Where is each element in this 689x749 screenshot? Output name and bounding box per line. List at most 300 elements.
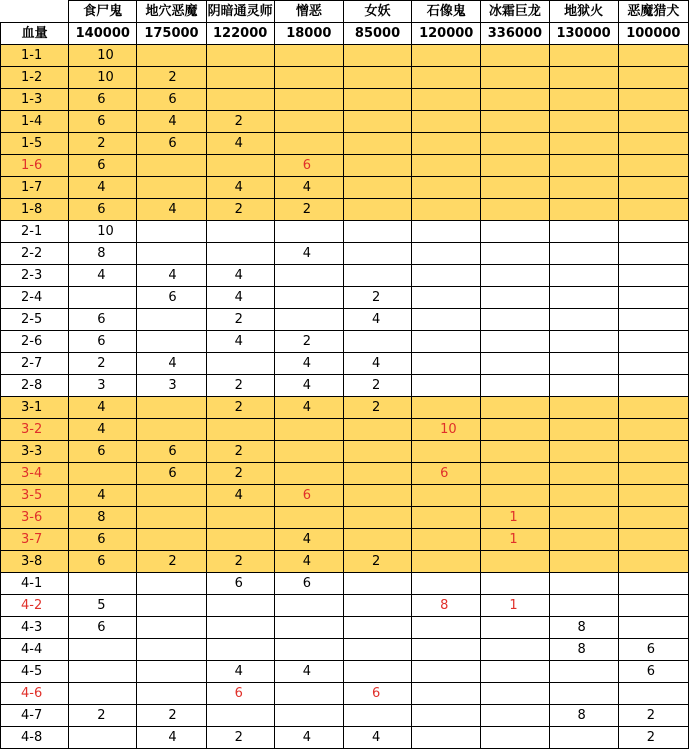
data-cell[interactable]: 10 <box>412 419 481 441</box>
data-cell[interactable] <box>549 529 618 551</box>
data-cell[interactable]: 6 <box>137 441 206 463</box>
data-cell[interactable] <box>618 551 688 573</box>
row-label-cell[interactable]: 4-8 <box>1 727 69 749</box>
data-cell[interactable] <box>618 309 688 331</box>
data-cell[interactable] <box>412 67 481 89</box>
data-cell[interactable] <box>481 727 549 749</box>
data-cell[interactable] <box>481 353 549 375</box>
data-cell[interactable] <box>412 441 481 463</box>
data-cell[interactable] <box>274 419 343 441</box>
data-cell[interactable]: 4 <box>274 551 343 573</box>
data-cell[interactable]: 6 <box>69 199 137 221</box>
row-label-cell[interactable]: 1-3 <box>1 89 69 111</box>
data-cell[interactable] <box>481 683 549 705</box>
data-cell[interactable] <box>206 45 274 67</box>
data-cell[interactable] <box>618 177 688 199</box>
data-cell[interactable] <box>549 551 618 573</box>
header-monster-cell[interactable]: 阴暗通灵师 <box>206 1 274 23</box>
data-cell[interactable] <box>481 243 549 265</box>
header-monster-cell[interactable]: 憎恶 <box>274 1 343 23</box>
data-cell[interactable] <box>549 573 618 595</box>
data-cell[interactable] <box>618 45 688 67</box>
data-cell[interactable] <box>481 111 549 133</box>
data-cell[interactable]: 8 <box>549 639 618 661</box>
data-cell[interactable] <box>549 353 618 375</box>
data-cell[interactable] <box>481 265 549 287</box>
data-cell[interactable]: 10 <box>69 67 137 89</box>
data-cell[interactable] <box>412 111 481 133</box>
data-cell[interactable] <box>412 45 481 67</box>
data-cell[interactable] <box>618 133 688 155</box>
data-cell[interactable] <box>137 419 206 441</box>
data-cell[interactable] <box>481 331 549 353</box>
data-cell[interactable] <box>412 177 481 199</box>
data-cell[interactable] <box>137 221 206 243</box>
data-cell[interactable]: 2 <box>137 551 206 573</box>
data-cell[interactable] <box>69 727 137 749</box>
data-cell[interactable] <box>343 221 411 243</box>
data-cell[interactable] <box>412 551 481 573</box>
data-cell[interactable]: 1 <box>481 595 549 617</box>
row-label-cell[interactable]: 2-6 <box>1 331 69 353</box>
data-cell[interactable] <box>481 419 549 441</box>
data-cell[interactable] <box>274 89 343 111</box>
data-cell[interactable]: 6 <box>69 617 137 639</box>
data-cell[interactable] <box>549 89 618 111</box>
data-cell[interactable] <box>206 617 274 639</box>
data-cell[interactable]: 6 <box>69 89 137 111</box>
data-cell[interactable]: 2 <box>206 463 274 485</box>
data-cell[interactable] <box>137 683 206 705</box>
data-cell[interactable] <box>549 331 618 353</box>
data-cell[interactable]: 6 <box>343 683 411 705</box>
data-cell[interactable] <box>206 705 274 727</box>
data-cell[interactable]: 8 <box>549 617 618 639</box>
data-cell[interactable]: 4 <box>274 243 343 265</box>
data-cell[interactable] <box>481 287 549 309</box>
data-cell[interactable] <box>618 573 688 595</box>
data-cell[interactable]: 4 <box>137 727 206 749</box>
data-cell[interactable]: 4 <box>137 265 206 287</box>
data-cell[interactable] <box>137 595 206 617</box>
row-label-cell[interactable]: 2-2 <box>1 243 69 265</box>
row-label-cell[interactable]: 4-6 <box>1 683 69 705</box>
data-cell[interactable] <box>69 639 137 661</box>
data-cell[interactable] <box>343 419 411 441</box>
data-cell[interactable] <box>343 485 411 507</box>
data-cell[interactable] <box>206 67 274 89</box>
data-cell[interactable] <box>206 89 274 111</box>
data-cell[interactable] <box>274 617 343 639</box>
header-monster-cell[interactable]: 石像鬼 <box>412 1 481 23</box>
data-cell[interactable]: 2 <box>274 331 343 353</box>
data-cell[interactable]: 6 <box>137 133 206 155</box>
row-label-cell[interactable]: 1-1 <box>1 45 69 67</box>
data-cell[interactable] <box>274 639 343 661</box>
data-cell[interactable]: 5 <box>69 595 137 617</box>
header-monster-cell[interactable]: 地穴恶魔 <box>137 1 206 23</box>
data-cell[interactable] <box>481 45 549 67</box>
row-label-cell[interactable]: 4-5 <box>1 661 69 683</box>
data-cell[interactable]: 2 <box>206 199 274 221</box>
row-label-cell[interactable]: 2-5 <box>1 309 69 331</box>
data-cell[interactable] <box>549 221 618 243</box>
data-cell[interactable]: 6 <box>206 683 274 705</box>
data-cell[interactable]: 4 <box>206 331 274 353</box>
data-cell[interactable] <box>618 529 688 551</box>
data-cell[interactable]: 6 <box>206 573 274 595</box>
header-monster-cell[interactable]: 恶魔猎犬 <box>618 1 688 23</box>
data-cell[interactable] <box>69 287 137 309</box>
data-cell[interactable] <box>549 485 618 507</box>
data-cell[interactable] <box>618 419 688 441</box>
data-cell[interactable] <box>481 485 549 507</box>
data-cell[interactable] <box>137 529 206 551</box>
data-cell[interactable] <box>343 705 411 727</box>
data-cell[interactable] <box>137 485 206 507</box>
data-cell[interactable] <box>69 661 137 683</box>
data-cell[interactable] <box>206 595 274 617</box>
data-cell[interactable]: 4 <box>274 529 343 551</box>
data-cell[interactable] <box>618 353 688 375</box>
data-cell[interactable] <box>69 573 137 595</box>
data-cell[interactable] <box>137 639 206 661</box>
data-cell[interactable] <box>412 287 481 309</box>
data-cell[interactable] <box>549 243 618 265</box>
data-cell[interactable] <box>549 595 618 617</box>
data-cell[interactable]: 2 <box>137 705 206 727</box>
data-cell[interactable]: 4 <box>343 353 411 375</box>
data-cell[interactable] <box>137 155 206 177</box>
data-cell[interactable] <box>412 683 481 705</box>
row-label-cell[interactable]: 3-5 <box>1 485 69 507</box>
data-cell[interactable]: 6 <box>69 551 137 573</box>
data-cell[interactable] <box>137 45 206 67</box>
data-cell[interactable] <box>618 595 688 617</box>
data-cell[interactable] <box>69 463 137 485</box>
data-cell[interactable]: 2 <box>343 287 411 309</box>
header-corner-cell[interactable] <box>1 1 69 23</box>
data-cell[interactable] <box>412 155 481 177</box>
data-cell[interactable] <box>618 441 688 463</box>
data-cell[interactable]: 4 <box>274 177 343 199</box>
data-cell[interactable]: 2 <box>206 375 274 397</box>
data-cell[interactable]: 6 <box>618 639 688 661</box>
data-cell[interactable]: 4 <box>206 265 274 287</box>
row-label-cell[interactable]: 3-2 <box>1 419 69 441</box>
data-cell[interactable] <box>137 661 206 683</box>
hp-value-cell[interactable]: 122000 <box>206 23 274 45</box>
data-cell[interactable]: 6 <box>69 441 137 463</box>
row-label-cell[interactable]: 1-7 <box>1 177 69 199</box>
data-cell[interactable]: 4 <box>206 287 274 309</box>
data-cell[interactable] <box>549 507 618 529</box>
data-cell[interactable] <box>412 529 481 551</box>
data-cell[interactable] <box>343 507 411 529</box>
data-cell[interactable]: 6 <box>69 309 137 331</box>
data-cell[interactable]: 6 <box>274 573 343 595</box>
data-cell[interactable] <box>206 507 274 529</box>
data-cell[interactable]: 4 <box>206 661 274 683</box>
data-cell[interactable] <box>412 243 481 265</box>
data-cell[interactable]: 6 <box>69 111 137 133</box>
data-cell[interactable] <box>343 573 411 595</box>
data-cell[interactable] <box>481 133 549 155</box>
data-cell[interactable] <box>618 375 688 397</box>
data-cell[interactable] <box>137 331 206 353</box>
data-cell[interactable] <box>412 397 481 419</box>
data-cell[interactable]: 4 <box>274 397 343 419</box>
data-cell[interactable] <box>274 309 343 331</box>
data-cell[interactable] <box>412 375 481 397</box>
data-cell[interactable]: 4 <box>343 727 411 749</box>
data-cell[interactable] <box>618 67 688 89</box>
data-cell[interactable] <box>412 221 481 243</box>
data-cell[interactable]: 6 <box>274 155 343 177</box>
data-cell[interactable]: 4 <box>206 177 274 199</box>
data-cell[interactable] <box>618 617 688 639</box>
data-cell[interactable] <box>137 177 206 199</box>
data-cell[interactable] <box>274 45 343 67</box>
data-cell[interactable] <box>274 111 343 133</box>
data-cell[interactable]: 6 <box>618 661 688 683</box>
data-cell[interactable] <box>206 353 274 375</box>
data-cell[interactable]: 2 <box>618 705 688 727</box>
data-cell[interactable] <box>412 353 481 375</box>
data-cell[interactable] <box>549 683 618 705</box>
data-cell[interactable] <box>343 45 411 67</box>
data-cell[interactable]: 6 <box>274 485 343 507</box>
row-label-cell[interactable]: 3-1 <box>1 397 69 419</box>
data-cell[interactable] <box>137 507 206 529</box>
data-cell[interactable] <box>343 661 411 683</box>
data-cell[interactable] <box>412 265 481 287</box>
data-cell[interactable] <box>549 45 618 67</box>
data-cell[interactable] <box>274 67 343 89</box>
data-cell[interactable] <box>412 309 481 331</box>
data-cell[interactable] <box>549 419 618 441</box>
data-cell[interactable] <box>549 67 618 89</box>
data-cell[interactable]: 2 <box>274 199 343 221</box>
data-cell[interactable] <box>549 309 618 331</box>
data-cell[interactable] <box>481 89 549 111</box>
row-label-cell[interactable]: 1-4 <box>1 111 69 133</box>
data-cell[interactable] <box>343 243 411 265</box>
row-label-cell[interactable]: 2-7 <box>1 353 69 375</box>
data-cell[interactable] <box>549 727 618 749</box>
data-cell[interactable]: 10 <box>69 45 137 67</box>
data-cell[interactable]: 1 <box>481 507 549 529</box>
data-cell[interactable]: 2 <box>137 67 206 89</box>
row-label-cell[interactable]: 1-8 <box>1 199 69 221</box>
data-cell[interactable]: 2 <box>206 397 274 419</box>
data-cell[interactable] <box>412 727 481 749</box>
data-cell[interactable] <box>481 155 549 177</box>
hp-value-cell[interactable]: 175000 <box>137 23 206 45</box>
data-cell[interactable] <box>481 397 549 419</box>
data-cell[interactable]: 4 <box>69 397 137 419</box>
data-cell[interactable]: 2 <box>206 111 274 133</box>
data-cell[interactable] <box>618 485 688 507</box>
data-cell[interactable]: 2 <box>343 397 411 419</box>
row-label-cell[interactable]: 3-7 <box>1 529 69 551</box>
data-cell[interactable] <box>618 199 688 221</box>
row-label-cell[interactable]: 4-7 <box>1 705 69 727</box>
data-cell[interactable] <box>549 397 618 419</box>
data-cell[interactable]: 2 <box>343 551 411 573</box>
data-cell[interactable] <box>618 155 688 177</box>
data-cell[interactable] <box>274 441 343 463</box>
row-label-cell[interactable]: 4-4 <box>1 639 69 661</box>
data-cell[interactable] <box>206 529 274 551</box>
data-cell[interactable] <box>618 287 688 309</box>
data-cell[interactable] <box>618 397 688 419</box>
data-cell[interactable] <box>343 617 411 639</box>
data-cell[interactable] <box>549 441 618 463</box>
data-cell[interactable] <box>618 683 688 705</box>
data-cell[interactable] <box>481 573 549 595</box>
data-cell[interactable] <box>343 463 411 485</box>
data-cell[interactable]: 3 <box>137 375 206 397</box>
hp-value-cell[interactable]: 100000 <box>618 23 688 45</box>
data-cell[interactable] <box>69 683 137 705</box>
data-cell[interactable] <box>343 155 411 177</box>
data-cell[interactable] <box>412 89 481 111</box>
row-label-cell[interactable]: 2-1 <box>1 221 69 243</box>
data-cell[interactable] <box>274 221 343 243</box>
data-cell[interactable] <box>343 199 411 221</box>
data-cell[interactable] <box>343 111 411 133</box>
row-label-cell[interactable]: 4-3 <box>1 617 69 639</box>
data-cell[interactable]: 2 <box>206 727 274 749</box>
data-cell[interactable]: 6 <box>412 463 481 485</box>
data-cell[interactable]: 8 <box>69 243 137 265</box>
data-cell[interactable] <box>481 661 549 683</box>
data-cell[interactable] <box>618 331 688 353</box>
data-cell[interactable] <box>549 155 618 177</box>
data-cell[interactable] <box>412 617 481 639</box>
data-cell[interactable] <box>412 331 481 353</box>
data-cell[interactable] <box>549 287 618 309</box>
data-cell[interactable]: 8 <box>69 507 137 529</box>
data-cell[interactable] <box>549 111 618 133</box>
data-cell[interactable] <box>137 243 206 265</box>
data-cell[interactable]: 4 <box>206 485 274 507</box>
data-cell[interactable] <box>481 177 549 199</box>
data-cell[interactable] <box>618 89 688 111</box>
data-cell[interactable]: 1 <box>481 529 549 551</box>
data-cell[interactable]: 8 <box>549 705 618 727</box>
data-cell[interactable] <box>137 573 206 595</box>
data-cell[interactable] <box>274 507 343 529</box>
data-cell[interactable] <box>549 199 618 221</box>
data-cell[interactable] <box>481 551 549 573</box>
data-cell[interactable]: 4 <box>137 111 206 133</box>
data-cell[interactable] <box>274 705 343 727</box>
data-cell[interactable] <box>481 221 549 243</box>
data-cell[interactable] <box>549 661 618 683</box>
header-monster-cell[interactable]: 地狱火 <box>549 1 618 23</box>
data-cell[interactable] <box>481 309 549 331</box>
data-cell[interactable]: 2 <box>69 705 137 727</box>
row-label-cell[interactable]: 3-4 <box>1 463 69 485</box>
data-cell[interactable] <box>137 617 206 639</box>
row-label-cell[interactable]: 3-3 <box>1 441 69 463</box>
data-cell[interactable]: 4 <box>274 727 343 749</box>
row-label-cell[interactable]: 1-2 <box>1 67 69 89</box>
data-cell[interactable]: 4 <box>206 133 274 155</box>
data-cell[interactable]: 2 <box>343 375 411 397</box>
data-cell[interactable] <box>206 639 274 661</box>
data-cell[interactable] <box>481 199 549 221</box>
data-cell[interactable]: 6 <box>69 331 137 353</box>
data-cell[interactable]: 4 <box>137 353 206 375</box>
data-cell[interactable] <box>412 705 481 727</box>
data-cell[interactable] <box>481 463 549 485</box>
data-cell[interactable] <box>549 463 618 485</box>
data-cell[interactable] <box>549 375 618 397</box>
data-cell[interactable] <box>618 221 688 243</box>
row-label-cell[interactable]: 2-8 <box>1 375 69 397</box>
data-cell[interactable] <box>206 221 274 243</box>
header-monster-cell[interactable]: 女妖 <box>343 1 411 23</box>
data-cell[interactable] <box>549 177 618 199</box>
hp-value-cell[interactable]: 85000 <box>343 23 411 45</box>
data-cell[interactable]: 4 <box>274 353 343 375</box>
data-cell[interactable]: 4 <box>343 309 411 331</box>
data-cell[interactable] <box>343 639 411 661</box>
data-cell[interactable] <box>618 243 688 265</box>
data-cell[interactable] <box>481 617 549 639</box>
data-cell[interactable]: 6 <box>69 155 137 177</box>
data-cell[interactable] <box>137 309 206 331</box>
data-cell[interactable] <box>343 177 411 199</box>
data-cell[interactable] <box>343 89 411 111</box>
data-cell[interactable]: 4 <box>69 419 137 441</box>
hp-value-cell[interactable]: 336000 <box>481 23 549 45</box>
data-cell[interactable]: 2 <box>206 551 274 573</box>
hp-value-cell[interactable]: 120000 <box>412 23 481 45</box>
data-cell[interactable] <box>274 463 343 485</box>
data-cell[interactable] <box>274 265 343 287</box>
data-cell[interactable]: 2 <box>69 353 137 375</box>
data-cell[interactable] <box>481 441 549 463</box>
data-cell[interactable] <box>206 419 274 441</box>
data-cell[interactable]: 2 <box>618 727 688 749</box>
row-label-cell[interactable]: 4-2 <box>1 595 69 617</box>
data-cell[interactable]: 4 <box>69 177 137 199</box>
row-label-cell[interactable]: 2-4 <box>1 287 69 309</box>
data-cell[interactable]: 8 <box>412 595 481 617</box>
data-cell[interactable] <box>343 441 411 463</box>
row-label-cell[interactable]: 1-5 <box>1 133 69 155</box>
data-cell[interactable]: 4 <box>137 199 206 221</box>
data-cell[interactable] <box>206 243 274 265</box>
data-cell[interactable] <box>274 133 343 155</box>
data-cell[interactable]: 4 <box>69 485 137 507</box>
data-cell[interactable]: 4 <box>274 375 343 397</box>
data-cell[interactable] <box>343 265 411 287</box>
data-cell[interactable] <box>412 573 481 595</box>
data-cell[interactable]: 10 <box>69 221 137 243</box>
data-cell[interactable] <box>549 133 618 155</box>
row-label-cell[interactable]: 1-6 <box>1 155 69 177</box>
data-cell[interactable]: 6 <box>69 529 137 551</box>
data-cell[interactable] <box>618 111 688 133</box>
data-cell[interactable]: 2 <box>206 441 274 463</box>
hp-value-cell[interactable]: 130000 <box>549 23 618 45</box>
data-cell[interactable]: 2 <box>206 309 274 331</box>
